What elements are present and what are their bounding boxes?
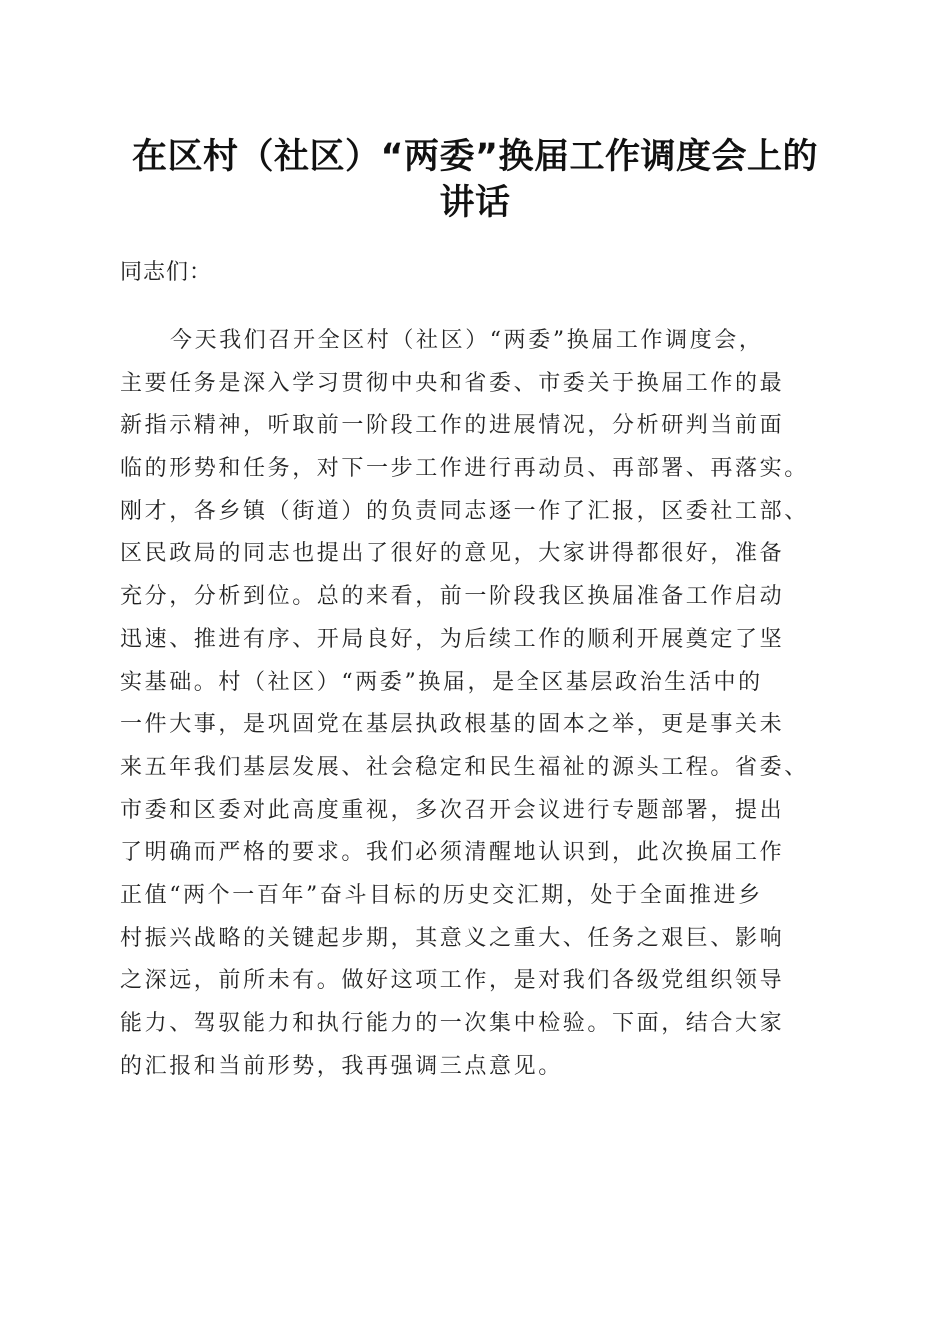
document-title xyxy=(100,134,850,226)
paragraph-line: 刚才，各乡镇（街道）的负责同志逐一作了汇报，区委社工部、 xyxy=(120,498,809,524)
paragraph-line: 主要任务是深入学习贯彻中央和省委、市委关于换届工作的最 xyxy=(120,370,785,396)
paragraph-line: 今天我们召开全区村（社区）“两委”换届工作调度会， xyxy=(170,328,764,353)
paragraph-line: 了明确而严格的要求。我们必须清醒地认识到，此次换届工作 xyxy=(120,840,785,866)
salutation: 同志们： xyxy=(120,260,213,285)
paragraph-line: 区民政局的同志也提出了很好的意见，大家讲得都很好，准备 xyxy=(120,541,785,567)
paragraph-line: 一件大事，是巩固党在基层执政根基的固本之举，更是事关未 xyxy=(120,712,785,738)
paragraph-line: 市委和区委对此高度重视，多次召开会议进行专题部署，提出 xyxy=(120,797,785,823)
paragraph-line: 能力、驾驭能力和执行能力的一次集中检验。下面，结合大家 xyxy=(120,1011,785,1036)
paragraph-line: 村振兴战略的关键起步期，其意义之重大、任务之艰巨、影响 xyxy=(120,925,785,951)
paragraph-line: 新指示精神，听取前一阶段工作的进展情况，分析研判当前面 xyxy=(120,413,785,439)
paragraph-line: 迅速、推进有序、开局良好，为后续工作的顺利开展奠定了坚 xyxy=(120,626,785,652)
paragraph-line: 实基础。村（社区）“两委”换届，是全区基层政治生活中的 xyxy=(120,669,763,695)
paragraph-line: 来五年我们基层发展、社会稳定和民生福祉的源头工程。省委、 xyxy=(120,754,809,780)
paragraph-line: 临的形势和任务，对下一步工作进行再动员、再部署、再落实。 xyxy=(120,456,809,482)
title-line-2: 讲话 xyxy=(439,183,511,223)
paragraph-line: 之深远，前所未有。做好这项工作，是对我们各级党组织领导 xyxy=(120,968,785,994)
paragraph-line: 充分，分析到位。总的来看，前一阶段我区换届准备工作启动 xyxy=(120,584,785,610)
paragraph-line: 的汇报和当前形势，我再强调三点意见。 xyxy=(120,1053,563,1079)
title-line-1: 在区村（社区）“两委”换届工作调度会上的 xyxy=(131,137,818,177)
paragraph-line: 正值“两个一百年”奋斗目标的历史交汇期，处于全面推进乡 xyxy=(120,882,763,908)
body-paragraph xyxy=(120,320,840,1088)
